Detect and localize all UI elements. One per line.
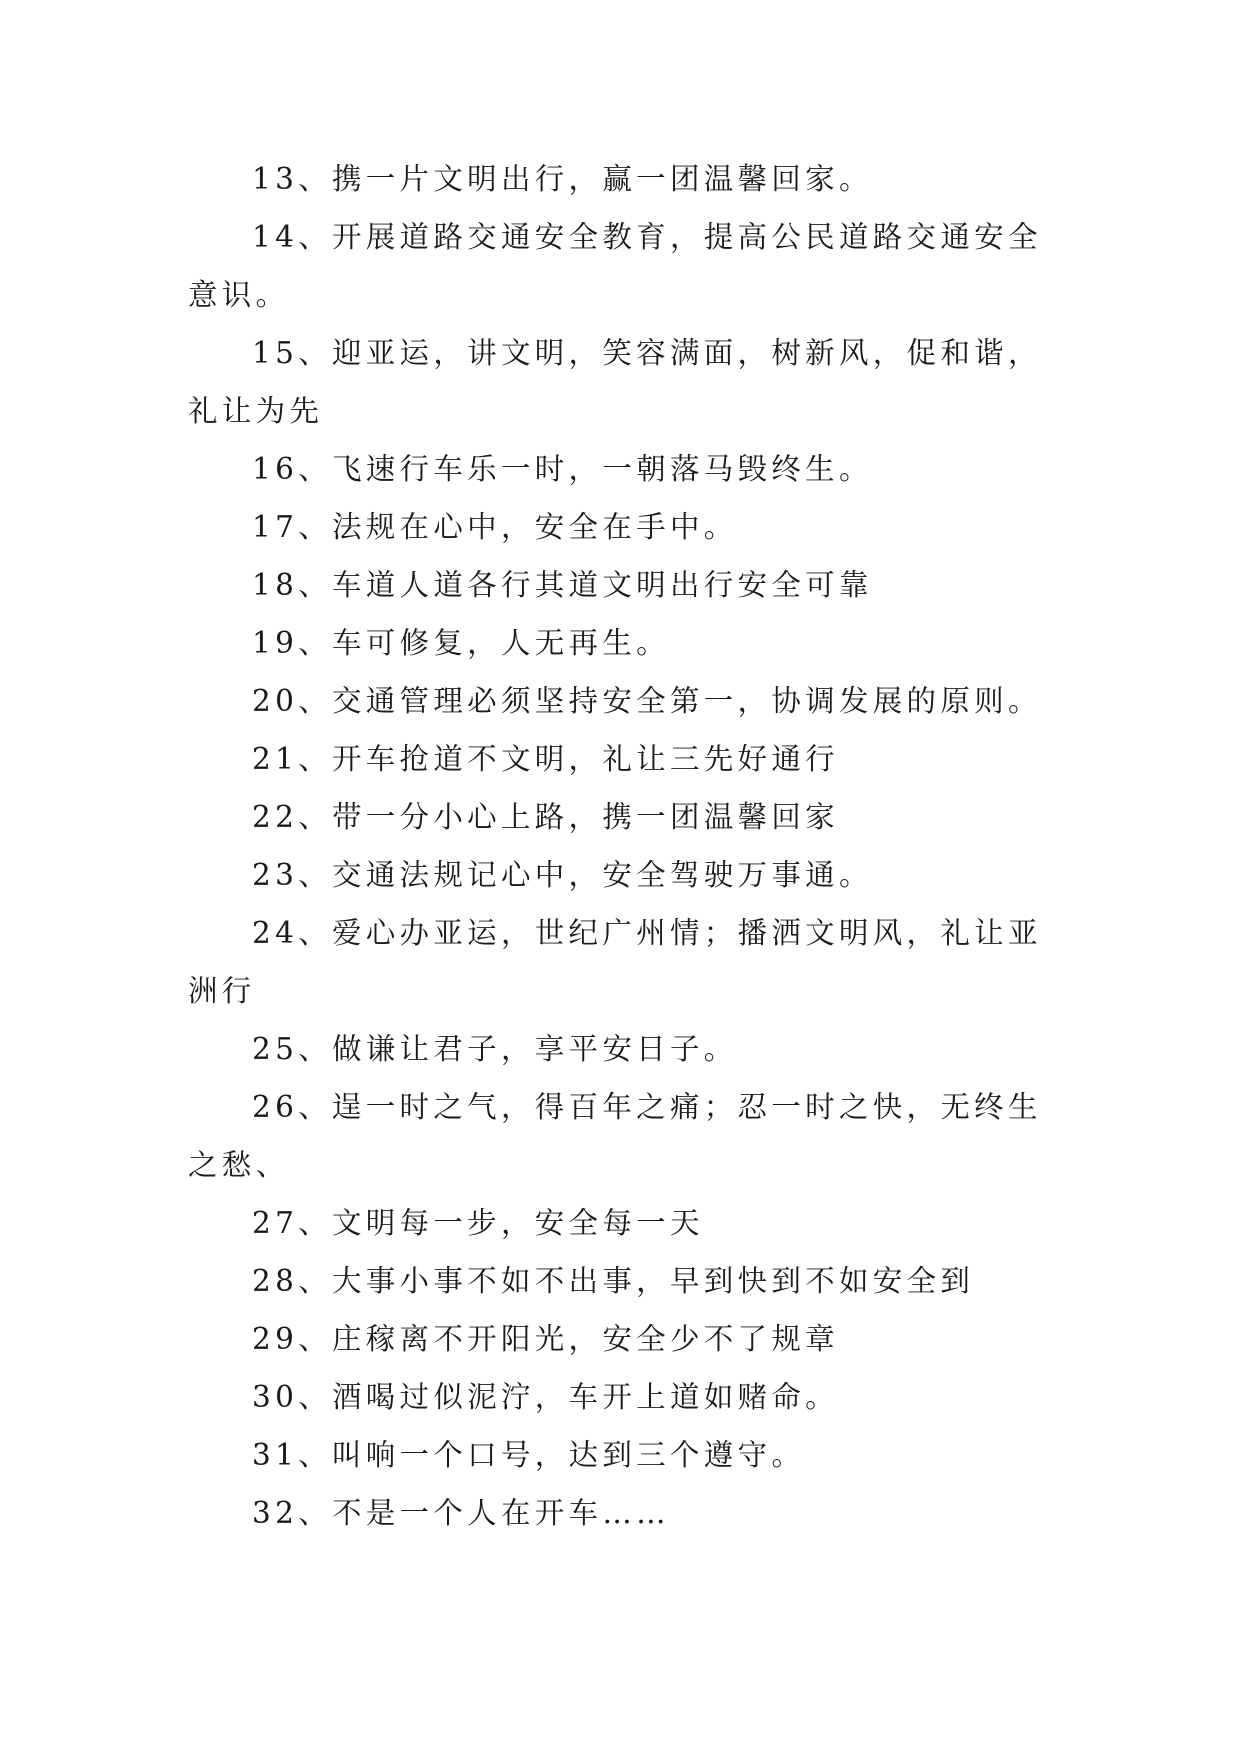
slogan-item-19: 19、车可修复，人无再生。 — [252, 626, 670, 660]
slogan-item-16: 16、飞速行车乐一时，一朝落马毁终生。 — [252, 452, 873, 486]
slogan-item-32: 32、不是一个人在开车…… — [252, 1496, 670, 1530]
slogan-item-30: 30、酒喝过似泥泞，车开上道如赌命。 — [252, 1380, 839, 1414]
slogan-item-18: 18、车道人道各行其道文明出行安全可靠 — [252, 568, 873, 602]
slogan-item-20: 20、交通管理必须坚持安全第一，协调发展的原则。 — [252, 684, 1042, 718]
slogan-item-29: 29、庄稼离不开阳光，安全少不了规章 — [252, 1322, 839, 1356]
slogan-item-25: 25、做谦让君子，享平安日子。 — [252, 1032, 738, 1066]
slogan-list — [188, 150, 1054, 1542]
slogan-item-27: 27、文明每一步，安全每一天 — [252, 1206, 704, 1240]
slogan-item-13: 13、携一片文明出行，赢一团温馨回家。 — [252, 162, 873, 196]
slogan-item-21: 21、开车抢道不文明，礼让三先好通行 — [252, 742, 839, 776]
slogan-item-15: 15、迎亚运，讲文明，笑容满面，树新风，促和谐，礼让为先 — [188, 336, 1042, 428]
slogan-item-22: 22、带一分小心上路，携一团温馨回家 — [252, 800, 839, 834]
slogan-item-14: 14、开展道路交通安全教育，提高公民道路交通安全意识。 — [188, 220, 1042, 312]
slogan-item-31: 31、叫响一个口号，达到三个遵守。 — [252, 1438, 806, 1472]
slogan-item-26: 26、逞一时之气，得百年之痛；忍一时之快，无终生之愁、 — [188, 1090, 1042, 1182]
slogan-item-28: 28、大事小事不如不出事，早到快到不如安全到 — [252, 1264, 975, 1298]
slogan-item-23: 23、交通法规记心中，安全驾驶万事通。 — [252, 858, 873, 892]
slogan-item-24: 24、爱心办亚运，世纪广州情；播洒文明风，礼让亚洲行 — [188, 916, 1042, 1008]
slogan-item-17: 17、法规在心中，安全在手中。 — [252, 510, 738, 544]
